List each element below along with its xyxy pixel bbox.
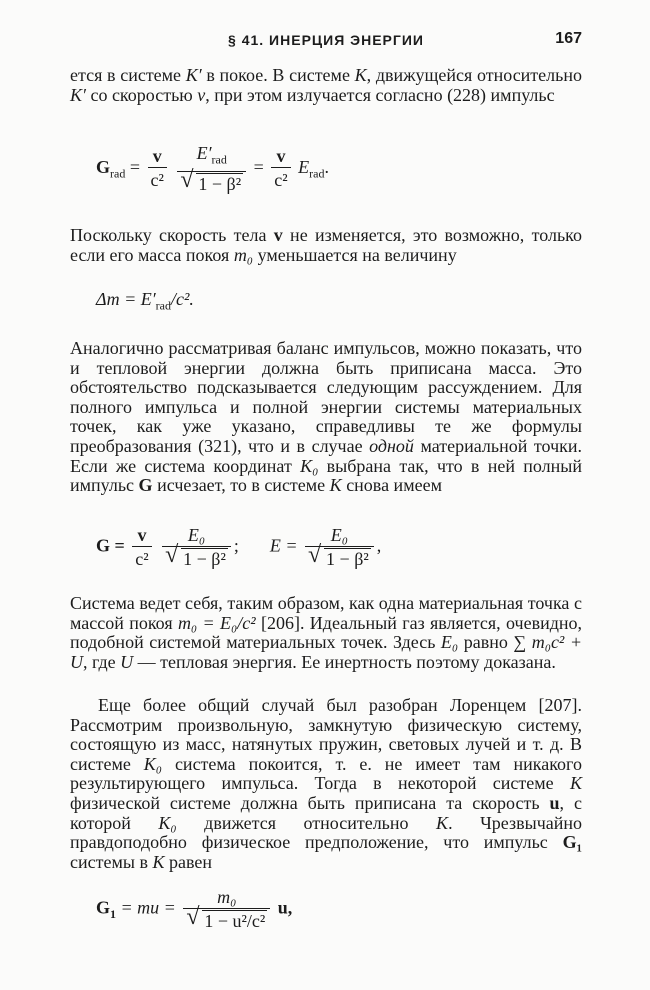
eq-symbol: u, — [277, 897, 293, 918]
text-span: , где — [83, 651, 121, 672]
text-span: физической системе должна быть приписана та скорость — [70, 792, 550, 813]
eq-punct: ; — [233, 535, 239, 556]
section-title: § 41. ИНЕРЦИЯ ЭНЕРГИИ — [228, 32, 424, 48]
symbol-k0: K₀ — [300, 455, 319, 476]
eq-subscript: 1 — [110, 907, 117, 922]
text-span: — тепловая энергия. Ее инертность поэтому доказана. — [133, 651, 556, 672]
text-span: системы в — [70, 851, 153, 872]
eq-symbol: E = — [269, 535, 298, 556]
paragraph-1 — [70, 66, 582, 105]
eq-punct: . — [324, 156, 329, 177]
paragraph-3 — [70, 339, 582, 496]
text-span: уменьшается на величину — [253, 244, 457, 265]
eq-punct: , — [376, 535, 382, 556]
denominator: c² — [150, 170, 164, 191]
radicand: 1 − u²/c² — [204, 911, 266, 931]
denominator: c² — [135, 549, 149, 569]
equation-delta-m — [96, 289, 194, 314]
page-number: 167 — [555, 30, 582, 47]
text-span: . Чрезвычайно правдоподобно физическое предположение, что импульс — [70, 812, 582, 853]
equation-g-e — [96, 524, 381, 571]
text-span: Система ведет себя, таким образом, как одна материальная точка с массой покоя — [70, 593, 582, 633]
symbol-k-prime: K′ — [185, 65, 202, 85]
eq-symbol: E₀ — [187, 525, 206, 545]
numerator: v — [271, 145, 290, 168]
eq-symbol: E₀ — [330, 525, 349, 545]
text-span: материальной точки. Если же система координат — [70, 435, 582, 476]
symbol-e0: E₀ — [440, 632, 459, 653]
text-span: равен — [164, 851, 212, 872]
symbol-u: u — [549, 792, 560, 813]
eq-sign: = — [253, 156, 264, 177]
sqrt — [180, 172, 243, 196]
text-span: , с которой — [70, 792, 582, 833]
text-span: не изменяется, это возможно, только если его масса покоя — [70, 225, 582, 265]
denominator — [162, 547, 231, 571]
text-span: выбрана так, что в ней полный импульс — [70, 455, 583, 496]
symbol-g1: G₁ — [562, 832, 582, 853]
text-span: Еще более общий случай был разобран Лоренцем [207]. Рассмотрим произвольную, замкнутую физическую систему, состоящую из масс, натянутых пружин, световых лучей и т. д. В системе — [70, 695, 582, 774]
text-span: движется относительно — [176, 812, 437, 833]
fraction — [162, 524, 231, 571]
symbol-k: K — [152, 851, 165, 872]
fraction — [132, 524, 151, 571]
text-span: со скоростью — [85, 84, 198, 105]
fraction — [271, 145, 290, 192]
paragraph-2 — [70, 226, 582, 265]
text-span: равно — [458, 632, 514, 653]
eq-symbol: m₀ — [217, 887, 237, 907]
eq-symbol: G — [96, 897, 111, 918]
text-span: , при этом излучается согласно (228) импульс — [205, 84, 555, 105]
symbol-v-bold: v — [273, 225, 283, 245]
fraction — [183, 886, 270, 933]
radicand: 1 − β² — [326, 549, 369, 569]
eq-sign: = — [129, 156, 140, 177]
eq-symbol: G — [96, 156, 111, 177]
text-span: в покое. В системе — [201, 65, 355, 85]
eq-subscript: rad — [309, 166, 325, 181]
text-span: [206]. Идеальный газ является, очевидно, подобной системой материальных точек. Здесь — [70, 612, 582, 653]
text-span: Поскольку скорость тела — [70, 225, 274, 245]
fraction — [177, 142, 246, 196]
denominator — [305, 547, 374, 571]
eq-symbol: G = — [96, 535, 125, 556]
text-span: исчезает, то в системе — [152, 475, 330, 496]
eq-symbol: E′ — [196, 143, 212, 163]
eq-subscript: rad — [110, 166, 126, 181]
eq-text: = mu = — [120, 897, 176, 918]
radicand: 1 − β² — [183, 549, 226, 569]
text-span: Аналогично рассматривая баланс импульсов, можно показать, что и тепловой энергии должна быть приписана масса. Это обстоятельство подсказывается следующим рассуждением. Для полного импульса и полной энергии системы материальных точек, как уже указано, справедливы те же формулы преобразования (321), что и в случае — [70, 338, 582, 456]
symbol-k0: K₀ — [158, 812, 177, 833]
running-header — [70, 32, 582, 56]
eq-subscript: rad — [211, 152, 227, 167]
symbol-k0: K₀ — [143, 753, 163, 774]
eq-text: /c². — [170, 289, 194, 309]
text-span: система покоится, т. е. не имеет там никакого результирующего импульса. Тогда в некоторой системе — [70, 753, 582, 794]
denominator — [177, 172, 246, 196]
symbol-m0: m₀ — [233, 244, 254, 265]
numerator: v — [132, 524, 151, 547]
eq-text: Δm = E′ — [96, 289, 156, 309]
symbol-k-prime: K′ — [70, 84, 86, 105]
sqrt — [186, 909, 267, 933]
text-span: снова имеем — [341, 475, 442, 496]
symbol-k: K — [354, 65, 367, 85]
fraction — [148, 145, 167, 192]
sqrt — [165, 547, 228, 571]
text-span: , движущейся относительно — [366, 65, 582, 85]
inline-formula: m₀ = E₀/c² — [177, 612, 256, 633]
equation-g1 — [96, 886, 292, 933]
paragraph-4 — [70, 594, 582, 672]
numerator: v — [148, 145, 167, 168]
fraction — [305, 524, 374, 571]
eq-symbol: E — [298, 156, 310, 177]
symbol-k: K — [569, 773, 582, 794]
emphasis: одной — [369, 435, 414, 456]
denominator — [183, 909, 270, 933]
symbol-g: G — [138, 475, 153, 496]
symbol-k: K — [436, 812, 449, 833]
symbol-u-energy: U — [120, 651, 134, 672]
symbol-v: v — [197, 84, 206, 105]
symbol-k: K — [329, 475, 342, 496]
denominator: c² — [274, 170, 288, 191]
paragraph-5 — [70, 696, 582, 872]
radicand: 1 − β² — [198, 173, 242, 194]
sqrt — [308, 547, 371, 571]
eq-subscript: rad — [155, 298, 171, 313]
equation-g-rad — [96, 142, 329, 196]
inline-formula: ∑ m₀c² + U — [70, 632, 582, 672]
text-span: ется в системе — [70, 65, 186, 85]
